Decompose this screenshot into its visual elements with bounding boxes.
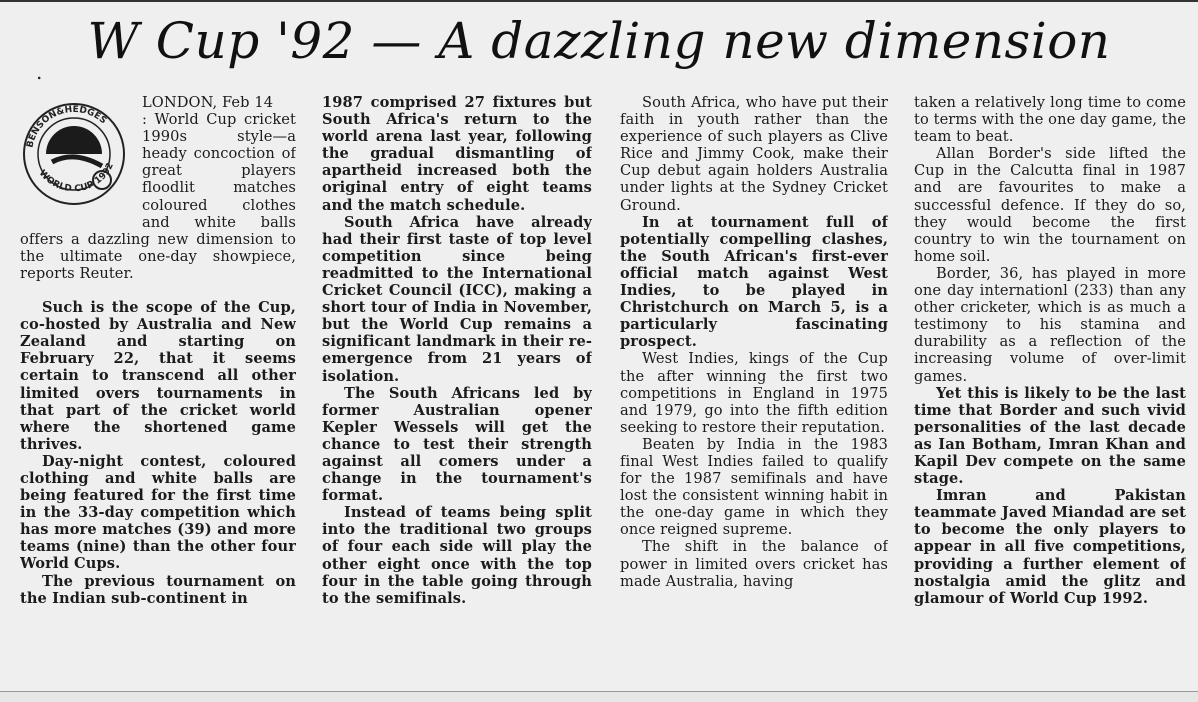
dateline: LONDON, Feb 14	[142, 94, 274, 111]
stray-dot: .	[36, 60, 43, 84]
paragraph: The shift in the balance of power in limited overs cricket has made Australia, having	[620, 538, 888, 590]
bottom-edge	[0, 691, 1198, 702]
paragraph: Allan Border's side lifted the Cup in the Calcutta final in 1987 and are favourites to make a successful defence. If they do so, they would become the first country to win the tournament on home soil.	[914, 145, 1186, 265]
headline: W Cup '92 — A dazzling new dimension	[87, 12, 1111, 70]
paragraph: Yet this is likely to be the last time that Border and such vivid personalities of the last decade as Ian Botham, Imran Khan and Kapil Dev compete on the same stage.	[914, 384, 1186, 488]
logo-text-top: BENSON&HEDGES	[25, 104, 109, 149]
paragraph: South Africa, who have put their faith in youth rather than the experience of such players as Clive Rice and Jimmy Cook, make their Cup debut again holders Australia under lights at the Sydney Cricket Ground.	[620, 94, 888, 214]
paragraph: The previous tournament on the Indian sub-continent in	[20, 572, 296, 607]
paragraph: West Indies, kings of the Cup the after winning the first two competitions in England in 1975 and 1979, go into the fifth edition seeking to restore their reputation.	[620, 350, 888, 436]
world-cup-logo	[20, 94, 134, 214]
paragraph: The South Africans led by former Australian opener Kepler Wessels will get the chance to test their strength against all comers under a change in the tournament's format.	[322, 384, 592, 505]
article-column-2	[322, 94, 592, 688]
article-column-1	[20, 94, 296, 688]
paragraph: Instead of teams being split into the traditional two groups of four each side will play the other eight once with the top four in the table going through to the semifinals.	[322, 504, 592, 607]
paragraph: Imran and Pakistan teammate Javed Miandad are set to become the only players to appear in all five competitions, providing a further element of nostalgia amid the glitz and glamour of World Cup 1992.	[914, 487, 1186, 607]
article-column-3	[620, 94, 888, 688]
paragraph: Border, 36, has played in more one day internationl (233) than any other cricketer, which is as much a testimony to his stamina and durability as a reflection of the increasing volume of over-limit games.	[914, 264, 1186, 385]
paragraph: South Africa have already had their first taste of top level competition since being readmitted to the International Cricket Council (ICC), making a short tour of India in November, but the World Cup remains a significant landmark in their re-emergence from 21 years of isolation.	[322, 213, 592, 385]
logo-text-bottom: WORLD CUP 1992	[36, 161, 116, 195]
paragraph: 1987 comprised 27 fixtures but South Africa's return to the world arena last year, following the gradual dismantling of apartheid increased both the original entry of eight teams and the match schedule.	[322, 94, 592, 214]
paragraph: Beaten by India in the 1983 final West Indies failed to qualify for the 1987 semifinals and have lost the consistent winning habit in the one-day game in which they once reigned supreme.	[620, 435, 888, 539]
paragraph: Such is the scope of the Cup, co-hosted by Australia and New Zealand and starting on February 22, that it seems certain to transcend all other limited overs tournaments in that part of the cricket world where the shortened game thrives.	[20, 299, 296, 453]
article-column-4	[914, 94, 1186, 688]
paragraph: Day-night contest, coloured clothing and white balls are being featured for the first time in the 33-day competition which has more matches (39) and more teams (nine) than the other four World Cups.	[20, 452, 296, 573]
paragraph: In at tournament full of potentially compelling clashes, the South African's first-ever official match against West Indies, to be played in Christchurch on March 5, is a particularly fascinating prospect.	[620, 213, 888, 351]
paragraph: taken a relatively long time to come to terms with the one day game, the team to beat.	[914, 94, 1186, 146]
paragraph: : World Cup cricket 1990s style—a heady concoction of great players floodlit matches coloured clothes and white balls offers a dazzling new dimension to the ultimate one-day showpiece, reports Reuter.	[20, 111, 296, 282]
